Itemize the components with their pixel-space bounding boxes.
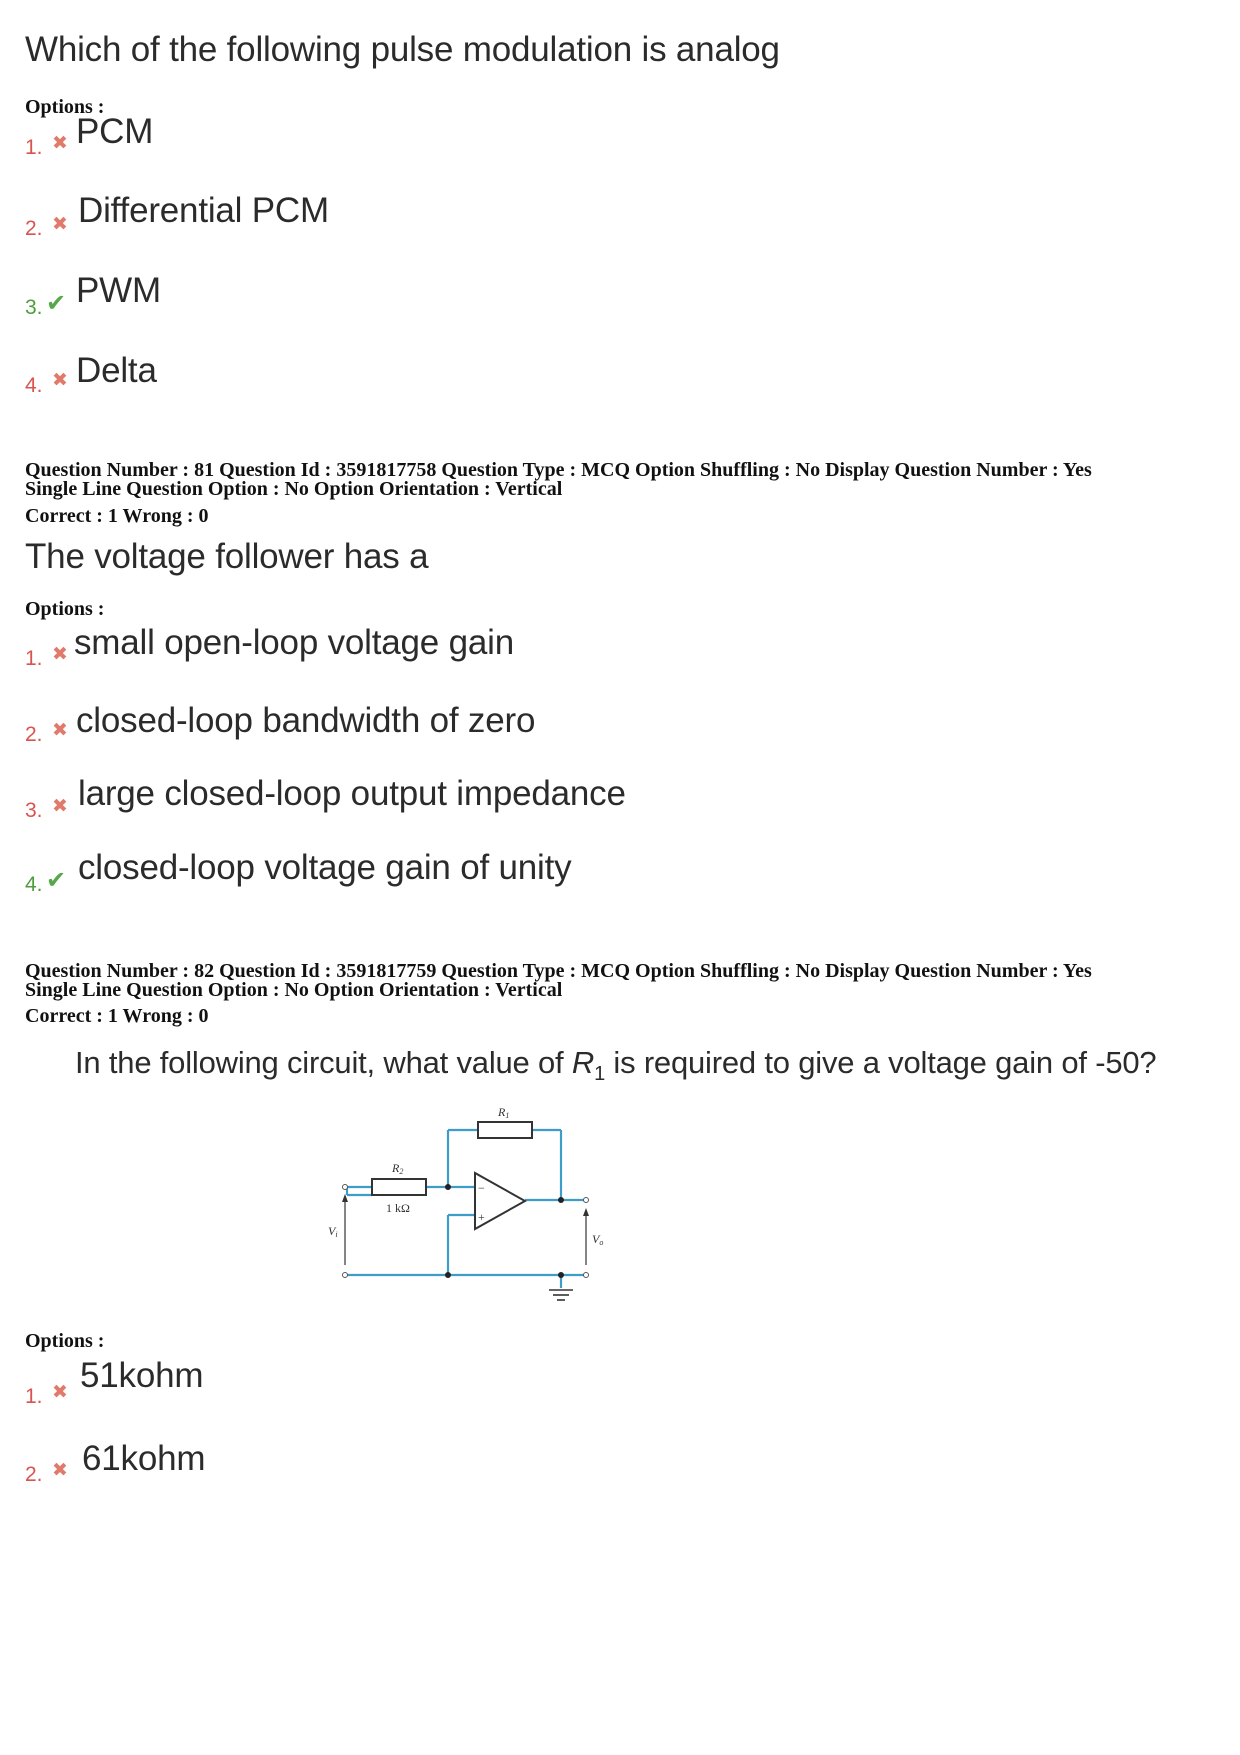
junction-dot (558, 1197, 564, 1203)
q82-question-text (75, 1045, 1156, 1086)
option-number: 1. (25, 1385, 43, 1408)
q82-marks: Correct : 1 Wrong : 0 (25, 1005, 209, 1027)
cross-icon: ✖ (52, 1459, 68, 1481)
cross-icon: ✖ (52, 795, 68, 817)
cross-icon: ✖ (52, 369, 68, 391)
option-text: closed-loop voltage gain of unity (78, 848, 572, 887)
option-text: PWM (76, 271, 161, 310)
q81-marks: Correct : 1 Wrong : 0 (25, 505, 209, 527)
terminal-vo-bottom (584, 1273, 589, 1278)
q82-meta-line2: Single Line Question Option : No Option Orientation : Vertical (25, 979, 563, 1001)
variable-subscript: 1 (594, 1063, 605, 1086)
question-text-part: In the following circuit, what value of (75, 1045, 572, 1080)
option-text: Delta (76, 351, 157, 390)
option-text: large closed-loop output impedance (78, 774, 626, 813)
terminal-vi-top (343, 1185, 348, 1190)
q81-meta-line2: Single Line Question Option : No Option Orientation : Vertical (25, 478, 563, 500)
ground-icon (549, 1290, 573, 1300)
label-r2: R2 (392, 1161, 404, 1176)
label-vi: Vi (328, 1224, 338, 1239)
option-number: 3. (25, 799, 43, 822)
option-text: 61kohm (82, 1439, 206, 1478)
label-r1: R1 (498, 1105, 510, 1120)
cross-icon: ✖ (52, 132, 68, 154)
option-text: small open-loop voltage gain (74, 623, 514, 662)
q81-meta-line1: Question Number : 81 Question Id : 3591817758 Question Type : MCQ Option Shuffling : No Display Question Number : Yes (25, 459, 1092, 481)
option-number: 3. (25, 296, 43, 319)
q81-options-label: Options : (25, 598, 105, 620)
option-text: Differential PCM (78, 191, 329, 230)
check-icon: ✔ (46, 866, 67, 894)
option-text: 51kohm (80, 1356, 204, 1395)
cross-icon: ✖ (52, 719, 68, 741)
option-number: 4. (25, 873, 43, 896)
label-plus: + (478, 1210, 485, 1224)
q81-question-text: The voltage follower has a (25, 537, 429, 576)
inverting-amplifier-circuit (320, 1100, 620, 1315)
option-number: 2. (25, 723, 43, 746)
terminal-vi-bottom (343, 1273, 348, 1278)
cross-icon: ✖ (52, 643, 68, 665)
terminal-vo-top (584, 1198, 589, 1203)
q82-meta-line1: Question Number : 82 Question Id : 3591817759 Question Type : MCQ Option Shuffling : No Display Question Number : Yes (25, 960, 1092, 982)
option-number: 2. (25, 217, 43, 240)
option-text: closed-loop bandwidth of zero (76, 701, 536, 740)
resistor-r1 (478, 1122, 532, 1138)
label-minus: − (478, 1181, 485, 1195)
variable-r: R (571, 1045, 595, 1080)
check-icon: ✔ (46, 289, 67, 317)
option-number: 1. (25, 647, 43, 670)
cross-icon: ✖ (52, 213, 68, 235)
resistor-r2 (372, 1179, 426, 1195)
option-text: PCM (76, 112, 154, 151)
label-vo: Vo (592, 1232, 604, 1247)
option-number: 1. (25, 136, 43, 159)
q80-question-text: Which of the following pulse modulation is analog (25, 30, 780, 69)
q80-options-label: Options : (25, 96, 105, 118)
q82-options-label: Options : (25, 1330, 105, 1352)
junction-dot (445, 1184, 451, 1190)
question-text-part: is required to give a voltage gain of -50? (605, 1045, 1157, 1080)
junction-dot (558, 1272, 564, 1278)
option-number: 4. (25, 374, 43, 397)
cross-icon: ✖ (52, 1381, 68, 1403)
junction-dot (445, 1272, 451, 1278)
option-number: 2. (25, 1463, 43, 1486)
vo-arrowhead (583, 1208, 589, 1216)
label-r2-value: 1 kΩ (386, 1201, 410, 1215)
